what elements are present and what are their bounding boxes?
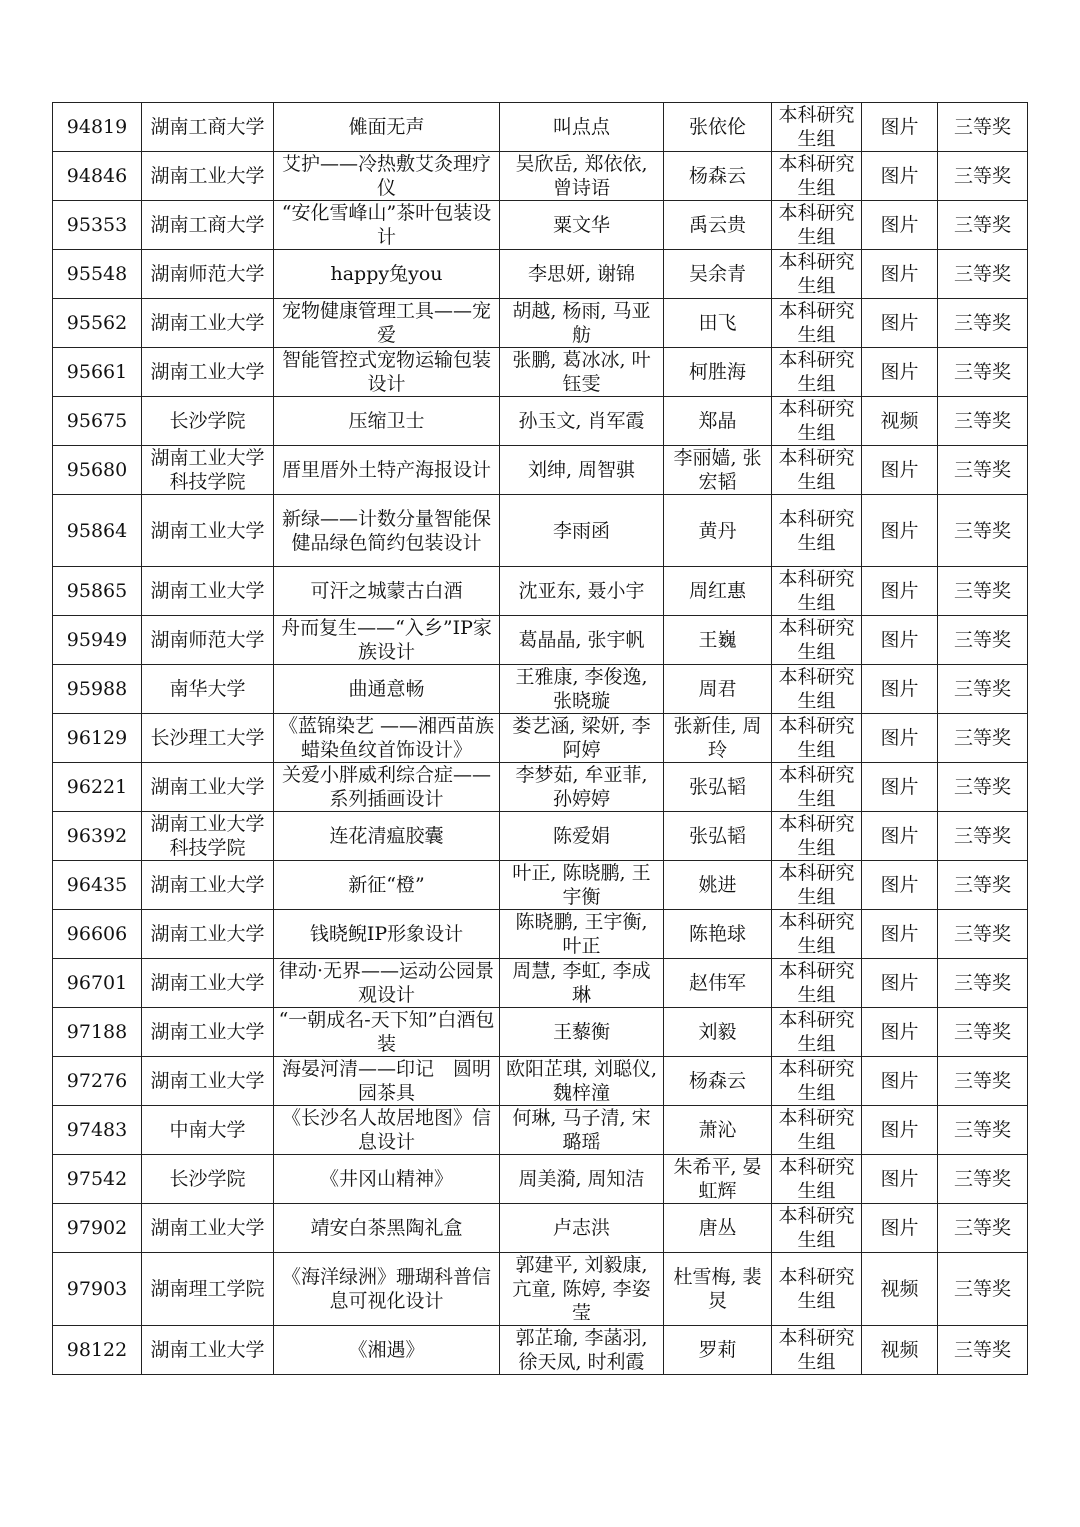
entry-id-cell: 95988 [53, 665, 142, 714]
entry-id-cell: 98122 [53, 1326, 142, 1375]
type-cell: 图片 [862, 495, 938, 567]
school-cell: 湖南工业大学 [142, 1057, 274, 1106]
table-row [53, 1253, 1028, 1326]
advisor-cell: 郑晶 [664, 397, 772, 446]
school-cell: 长沙学院 [142, 1155, 274, 1204]
type-cell: 图片 [862, 299, 938, 348]
school-cell: 湖南工业大学 [142, 910, 274, 959]
authors-cell: 吴欣岳, 郑依依, 曾诗语 [500, 152, 664, 201]
table-row [53, 1106, 1028, 1155]
table-row [53, 959, 1028, 1008]
authors-cell: 李梦茹, 牟亚菲, 孙婷婷 [500, 763, 664, 812]
school-cell: 长沙学院 [142, 397, 274, 446]
group-cell: 本科研究生组 [772, 861, 862, 910]
work-title-cell: 《蓝锦染艺 ——湘西苗族蜡染鱼纹首饰设计》 [274, 714, 500, 763]
work-title-cell: 新绿——计数分量智能保健品绿色简约包装设计 [274, 495, 500, 567]
award-cell: 三等奖 [938, 152, 1028, 201]
type-cell: 图片 [862, 1204, 938, 1253]
group-cell: 本科研究生组 [772, 616, 862, 665]
school-cell: 湖南工业大学 [142, 348, 274, 397]
work-title-cell: 压缩卫士 [274, 397, 500, 446]
advisor-cell: 黄丹 [664, 495, 772, 567]
group-cell: 本科研究生组 [772, 397, 862, 446]
type-cell: 图片 [862, 1008, 938, 1057]
advisor-cell: 萧沁 [664, 1106, 772, 1155]
type-cell: 图片 [862, 446, 938, 495]
authors-cell: 欧阳芷琪, 刘聪仪, 魏梓潼 [500, 1057, 664, 1106]
award-cell: 三等奖 [938, 910, 1028, 959]
type-cell: 视频 [862, 397, 938, 446]
school-cell: 湖南理工学院 [142, 1253, 274, 1326]
group-cell: 本科研究生组 [772, 1253, 862, 1326]
school-cell: 湖南工商大学 [142, 103, 274, 152]
entry-id-cell: 96392 [53, 812, 142, 861]
advisor-cell: 杨森云 [664, 1057, 772, 1106]
school-cell: 湖南工业大学 [142, 1204, 274, 1253]
advisor-cell: 朱希平, 晏虹辉 [664, 1155, 772, 1204]
award-table [52, 102, 1028, 1375]
award-cell: 三等奖 [938, 299, 1028, 348]
group-cell: 本科研究生组 [772, 1155, 862, 1204]
award-cell: 三等奖 [938, 348, 1028, 397]
table-row [53, 714, 1028, 763]
group-cell: 本科研究生组 [772, 665, 862, 714]
table-row [53, 616, 1028, 665]
advisor-cell: 张新佳, 周玲 [664, 714, 772, 763]
work-title-cell: 曲通意畅 [274, 665, 500, 714]
award-cell: 三等奖 [938, 1326, 1028, 1375]
type-cell: 图片 [862, 1155, 938, 1204]
school-cell: 湖南师范大学 [142, 250, 274, 299]
entry-id-cell: 95949 [53, 616, 142, 665]
group-cell: 本科研究生组 [772, 103, 862, 152]
award-list-page [52, 102, 1027, 1375]
work-title-cell: 宠物健康管理工具——宠爱 [274, 299, 500, 348]
award-cell: 三等奖 [938, 959, 1028, 1008]
entry-id-cell: 95675 [53, 397, 142, 446]
entry-id-cell: 97188 [53, 1008, 142, 1057]
authors-cell: 胡越, 杨雨, 马亚舫 [500, 299, 664, 348]
authors-cell: 娄艺涵, 梁妍, 李阿婷 [500, 714, 664, 763]
authors-cell: 李思妍, 谢锦 [500, 250, 664, 299]
award-cell: 三等奖 [938, 103, 1028, 152]
work-title-cell: “安化雪峰山”茶叶包装设计 [274, 201, 500, 250]
group-cell: 本科研究生组 [772, 763, 862, 812]
type-cell: 图片 [862, 567, 938, 616]
entry-id-cell: 96606 [53, 910, 142, 959]
award-cell: 三等奖 [938, 446, 1028, 495]
school-cell: 湖南工业大学 [142, 299, 274, 348]
award-cell: 三等奖 [938, 495, 1028, 567]
table-row [53, 1057, 1028, 1106]
work-title-cell: 《湘遇》 [274, 1326, 500, 1375]
group-cell: 本科研究生组 [772, 714, 862, 763]
work-title-cell: 厝里厝外土特产海报设计 [274, 446, 500, 495]
school-cell: 湖南工业大学 [142, 763, 274, 812]
group-cell: 本科研究生组 [772, 567, 862, 616]
school-cell: 湖南工业大学 [142, 1326, 274, 1375]
entry-id-cell: 95548 [53, 250, 142, 299]
table-row [53, 812, 1028, 861]
award-cell: 三等奖 [938, 861, 1028, 910]
work-title-cell: 舟而复生——“入乡”IP家族设计 [274, 616, 500, 665]
type-cell: 图片 [862, 665, 938, 714]
group-cell: 本科研究生组 [772, 250, 862, 299]
advisor-cell: 赵伟军 [664, 959, 772, 1008]
award-cell: 三等奖 [938, 250, 1028, 299]
award-cell: 三等奖 [938, 1155, 1028, 1204]
group-cell: 本科研究生组 [772, 1008, 862, 1057]
type-cell: 图片 [862, 910, 938, 959]
work-title-cell: 新征“橙” [274, 861, 500, 910]
group-cell: 本科研究生组 [772, 299, 862, 348]
authors-cell: 郭芷瑜, 李菡羽, 徐天凤, 时利霞 [500, 1326, 664, 1375]
table-row [53, 348, 1028, 397]
authors-cell: 周美漪, 周知洁 [500, 1155, 664, 1204]
advisor-cell: 田飞 [664, 299, 772, 348]
school-cell: 湖南工业大学 [142, 1008, 274, 1057]
advisor-cell: 李丽嫱, 张宏韬 [664, 446, 772, 495]
authors-cell: 王藜衡 [500, 1008, 664, 1057]
school-cell: 湖南工业大学 [142, 861, 274, 910]
type-cell: 图片 [862, 763, 938, 812]
work-title-cell: 连花清瘟胶囊 [274, 812, 500, 861]
type-cell: 图片 [862, 152, 938, 201]
award-cell: 三等奖 [938, 616, 1028, 665]
entry-id-cell: 96435 [53, 861, 142, 910]
authors-cell: 粟文华 [500, 201, 664, 250]
table-row [53, 567, 1028, 616]
group-cell: 本科研究生组 [772, 1204, 862, 1253]
award-cell: 三等奖 [938, 1253, 1028, 1326]
authors-cell: 沈亚东, 聂小宇 [500, 567, 664, 616]
authors-cell: 叶正, 陈晓鹏, 王宇衡 [500, 861, 664, 910]
work-title-cell: 靖安白茶黑陶礼盒 [274, 1204, 500, 1253]
group-cell: 本科研究生组 [772, 152, 862, 201]
advisor-cell: 周红惠 [664, 567, 772, 616]
group-cell: 本科研究生组 [772, 1106, 862, 1155]
school-cell: 湖南工商大学 [142, 201, 274, 250]
work-title-cell: 可汗之城蒙古白酒 [274, 567, 500, 616]
authors-cell: 卢志洪 [500, 1204, 664, 1253]
advisor-cell: 张依伦 [664, 103, 772, 152]
table-row [53, 665, 1028, 714]
group-cell: 本科研究生组 [772, 348, 862, 397]
work-title-cell: happy兔you [274, 250, 500, 299]
table-row [53, 201, 1028, 250]
school-cell: 湖南工业大学 [142, 959, 274, 1008]
school-cell: 湖南师范大学 [142, 616, 274, 665]
type-cell: 图片 [862, 250, 938, 299]
table-row [53, 861, 1028, 910]
type-cell: 图片 [862, 812, 938, 861]
entry-id-cell: 95353 [53, 201, 142, 250]
award-cell: 三等奖 [938, 1057, 1028, 1106]
group-cell: 本科研究生组 [772, 910, 862, 959]
entry-id-cell: 97483 [53, 1106, 142, 1155]
table-row [53, 397, 1028, 446]
type-cell: 图片 [862, 959, 938, 1008]
group-cell: 本科研究生组 [772, 1057, 862, 1106]
entry-id-cell: 95864 [53, 495, 142, 567]
entry-id-cell: 95680 [53, 446, 142, 495]
work-title-cell: 傩面无声 [274, 103, 500, 152]
entry-id-cell: 97902 [53, 1204, 142, 1253]
authors-cell: 葛晶晶, 张宇帆 [500, 616, 664, 665]
advisor-cell: 姚进 [664, 861, 772, 910]
table-row [53, 446, 1028, 495]
award-cell: 三等奖 [938, 665, 1028, 714]
entry-id-cell: 94819 [53, 103, 142, 152]
work-title-cell: 关爱小胖威利综合症——系列插画设计 [274, 763, 500, 812]
table-row [53, 1008, 1028, 1057]
advisor-cell: 唐丛 [664, 1204, 772, 1253]
group-cell: 本科研究生组 [772, 201, 862, 250]
school-cell: 湖南工业大学科技学院 [142, 446, 274, 495]
authors-cell: 孙玉文, 肖军霞 [500, 397, 664, 446]
entry-id-cell: 96221 [53, 763, 142, 812]
award-cell: 三等奖 [938, 1008, 1028, 1057]
advisor-cell: 刘毅 [664, 1008, 772, 1057]
advisor-cell: 杨森云 [664, 152, 772, 201]
work-title-cell: 艾护——冷热敷艾灸理疗仪 [274, 152, 500, 201]
advisor-cell: 周君 [664, 665, 772, 714]
award-cell: 三等奖 [938, 763, 1028, 812]
type-cell: 图片 [862, 714, 938, 763]
school-cell: 长沙理工大学 [142, 714, 274, 763]
authors-cell: 陈晓鹏, 王宇衡, 叶正 [500, 910, 664, 959]
authors-cell: 叫点点 [500, 103, 664, 152]
work-title-cell: 海晏河清——印记 圆明园茶具 [274, 1057, 500, 1106]
advisor-cell: 罗莉 [664, 1326, 772, 1375]
school-cell: 湖南工业大学科技学院 [142, 812, 274, 861]
award-cell: 三等奖 [938, 201, 1028, 250]
authors-cell: 陈爱娟 [500, 812, 664, 861]
authors-cell: 何琳, 马子清, 宋璐瑶 [500, 1106, 664, 1155]
school-cell: 湖南工业大学 [142, 495, 274, 567]
group-cell: 本科研究生组 [772, 495, 862, 567]
entry-id-cell: 97542 [53, 1155, 142, 1204]
award-cell: 三等奖 [938, 397, 1028, 446]
school-cell: 湖南工业大学 [142, 567, 274, 616]
type-cell: 图片 [862, 1106, 938, 1155]
authors-cell: 周慧, 李虹, 李成琳 [500, 959, 664, 1008]
school-cell: 湖南工业大学 [142, 152, 274, 201]
advisor-cell: 张弘韬 [664, 812, 772, 861]
award-cell: 三等奖 [938, 1204, 1028, 1253]
type-cell: 图片 [862, 103, 938, 152]
work-title-cell: 智能管控式宠物运输包装设计 [274, 348, 500, 397]
award-cell: 三等奖 [938, 1106, 1028, 1155]
work-title-cell: 钱晓鲵IP形象设计 [274, 910, 500, 959]
group-cell: 本科研究生组 [772, 812, 862, 861]
advisor-cell: 杜雪梅, 裴炅 [664, 1253, 772, 1326]
table-row [53, 299, 1028, 348]
authors-cell: 郭建平, 刘毅康, 亢童, 陈婷, 李姿莹 [500, 1253, 664, 1326]
award-cell: 三等奖 [938, 714, 1028, 763]
table-row [53, 1204, 1028, 1253]
entry-id-cell: 97903 [53, 1253, 142, 1326]
work-title-cell: 《长沙名人故居地图》信息设计 [274, 1106, 500, 1155]
table-row [53, 250, 1028, 299]
table-row [53, 103, 1028, 152]
type-cell: 图片 [862, 348, 938, 397]
school-cell: 南华大学 [142, 665, 274, 714]
table-row [53, 152, 1028, 201]
group-cell: 本科研究生组 [772, 446, 862, 495]
entry-id-cell: 94846 [53, 152, 142, 201]
authors-cell: 王雅康, 李俊逸, 张晓璇 [500, 665, 664, 714]
authors-cell: 刘绅, 周智骐 [500, 446, 664, 495]
type-cell: 图片 [862, 201, 938, 250]
authors-cell: 张鹏, 葛冰冰, 叶钰雯 [500, 348, 664, 397]
entry-id-cell: 95562 [53, 299, 142, 348]
advisor-cell: 陈艳球 [664, 910, 772, 959]
table-row [53, 1326, 1028, 1375]
work-title-cell: 律动·无界——运动公园景观设计 [274, 959, 500, 1008]
advisor-cell: 王巍 [664, 616, 772, 665]
type-cell: 视频 [862, 1253, 938, 1326]
group-cell: 本科研究生组 [772, 959, 862, 1008]
advisor-cell: 张弘韬 [664, 763, 772, 812]
award-cell: 三等奖 [938, 812, 1028, 861]
entry-id-cell: 96129 [53, 714, 142, 763]
advisor-cell: 柯胜海 [664, 348, 772, 397]
table-row [53, 763, 1028, 812]
type-cell: 图片 [862, 861, 938, 910]
entry-id-cell: 95661 [53, 348, 142, 397]
advisor-cell: 禹云贵 [664, 201, 772, 250]
school-cell: 中南大学 [142, 1106, 274, 1155]
table-row [53, 910, 1028, 959]
advisor-cell: 吴余青 [664, 250, 772, 299]
type-cell: 视频 [862, 1326, 938, 1375]
table-row [53, 495, 1028, 567]
table-row [53, 1155, 1028, 1204]
award-table-body [53, 103, 1028, 1375]
work-title-cell: 《井冈山精神》 [274, 1155, 500, 1204]
type-cell: 图片 [862, 1057, 938, 1106]
entry-id-cell: 95865 [53, 567, 142, 616]
entry-id-cell: 97276 [53, 1057, 142, 1106]
work-title-cell: “一朝成名-天下知”白酒包装 [274, 1008, 500, 1057]
group-cell: 本科研究生组 [772, 1326, 862, 1375]
entry-id-cell: 96701 [53, 959, 142, 1008]
type-cell: 图片 [862, 616, 938, 665]
authors-cell: 李雨函 [500, 495, 664, 567]
work-title-cell: 《海洋绿洲》珊瑚科普信息可视化设计 [274, 1253, 500, 1326]
award-cell: 三等奖 [938, 567, 1028, 616]
